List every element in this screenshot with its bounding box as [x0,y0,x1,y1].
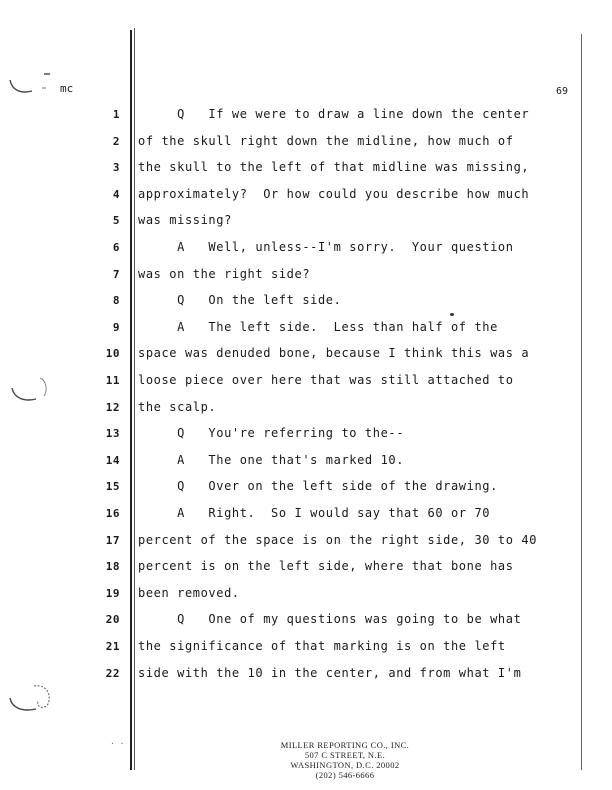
line-number: 15 [105,480,120,494]
transcript-line-text: A Right. So I would say that 60 or 70 [138,506,491,520]
transcript-line-text: A The one that's marked 10. [138,452,405,467]
transcript-line-text: been removed. [138,585,240,600]
transcript-line-text: approximately? Or how could you describe how much [138,186,530,201]
transcript-line-text: Q If we were to draw a line down the center [138,107,530,121]
transcript-line-text: side with the 10 in the center, and from what I'm [138,665,522,680]
line-number: 17 [105,533,120,547]
transcript-line-text: the scalp. [138,399,217,414]
transcript-line-text: the significance of that marking is on the left [138,639,506,653]
punch-hole-mark-bottom [6,682,56,718]
ink-mark [450,313,454,316]
punch-hole-mark-top [6,72,50,102]
transcript-line-text: loose piece over here that was still attached to [138,373,514,387]
left-margin-rule-inner [134,28,135,770]
line-number: 16 [105,507,120,520]
line-number: 1 [112,108,120,121]
transcript-line-text: space was denuded bone, because I think this was a [138,346,530,361]
right-margin-rule [581,34,582,770]
transcript-line-text: Q Over on the left side of the drawing. [138,479,498,494]
punch-hole-mark-middle [6,372,50,408]
transcript-line-text: A The left side. Less than half of the [138,319,498,334]
line-number: 9 [112,320,120,334]
footer-company: MILLER REPORTING CO., INC. [280,740,410,750]
transcript-line-text: Q On the left side. [138,293,342,308]
footer-city: WASHINGTON, D.C. 20002 [290,760,400,770]
footer-phone: (202) 546-6666 [315,770,375,780]
transcript-line-text: A Well, unless--I'm sorry. Your question [138,240,514,254]
line-number: 10 [105,347,120,361]
transcript-line-text: percent is on the left side, where that bone has [138,559,514,574]
line-number: 4 [112,187,120,201]
line-number: 5 [112,214,120,228]
line-number: 14 [105,453,120,467]
transcript-line-text: Q You're referring to the-- [138,426,405,441]
line-number: 21 [105,640,120,653]
footer-street: 507 C STREET, N.E. [304,750,386,760]
reporter-initials: mc [60,82,74,95]
line-number: 3 [112,161,120,175]
transcript-line-text: of the skull right down the midline, how much of [138,133,514,148]
line-number: 18 [105,560,120,574]
margin-dots: . . [110,737,125,746]
line-number: 12 [105,400,120,414]
line-number: 2 [112,134,120,148]
transcript-line-text: was missing? [138,213,232,228]
left-margin-rule [130,30,132,770]
line-number: 11 [105,374,120,387]
line-number: 22 [105,666,120,680]
transcript-line-text: the skull to the left of that midline was missing, [138,160,530,175]
page-number: 69 [556,86,569,97]
line-number: 7 [112,267,120,281]
transcript-line-text: was on the right side? [138,266,311,281]
line-number: 13 [105,427,120,441]
line-number: 6 [112,241,120,254]
line-number: 20 [105,613,120,627]
transcript-line-text: percent of the space is on the right side, 30 to 40 [138,532,538,547]
transcript-line-text: Q One of my questions was going to be what [138,612,522,627]
line-number: 19 [105,586,120,600]
line-number: 8 [112,294,120,308]
reporter-footer [240,740,450,780]
